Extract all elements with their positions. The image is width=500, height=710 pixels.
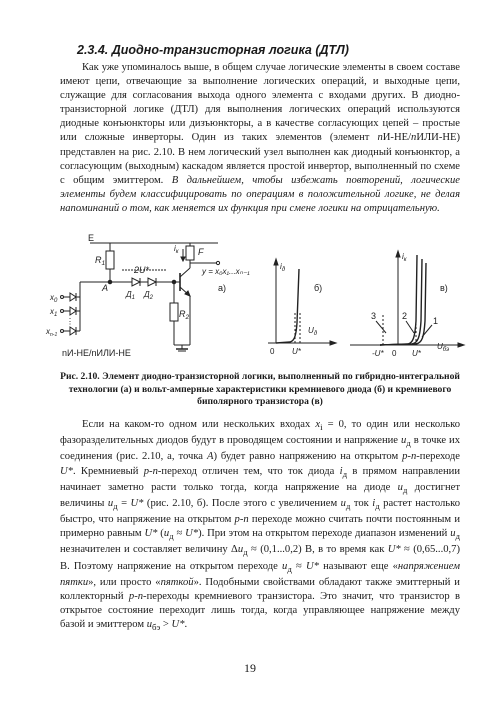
svg-text:б): б) [314,283,323,293]
svg-text:Uд: $U_д$ [308,326,318,337]
svg-text:R2: $R_2$ [179,309,190,321]
diode-iv-chart [268,259,336,356]
figure-caption: Рис. 2.10. Элемент диодно-транзисторной логики, выполненный по гибридно-интегральной технологии (а) и вольт-амперные характеристики кремниевого диода (б) и кремниевого биполярного транзистора (в) [60,371,460,407]
svg-text:R1: $R_1$ [95,255,106,267]
svg-text:A: A [102,283,109,293]
svg-text:2: 2 [402,311,408,321]
svg-text:а): а) [218,283,227,293]
svg-text:Д2: $Д_2$ [144,290,153,301]
paragraph-diode-behavior: Если на каком-то одном или нескольких входах $x_i = 0$, то один или несколько фазоразделительных диодов будут в проводящем состоянии и напряжение $u_д$ в точке их соединения (рис. 2.10, а, точка A) будет равно напряжению на открытом p-n-переходе U*. Кремниевый p-n-переход отличен тем, что ток диода $i_д$ в прямом направлении начинает заметно расти только тогда, когда напряжение на диоде $u_д$ достигнет величины $u_д = U*$ (рис. 2.10, б). После этого с увеличением $u_д$ ток $i_д$ растет настолько быстро, что напряжение на открытом p-n переходе можно считать почти постоянным и примерно равным U* $(u_д \approx U*)$. При этом на открытом переходе диапазон изменений $u_д$ незначителен и составляет величину $\Delta u_д \approx (0,1...0,2)$ В, в то время как U* ≈ (0,65...0,7) В. Поэтому напряжение на открытом переходе $u_д \approx U*$ называют еще «напряжением пятки», или просто «пяткой». Подобными свойствами обладают также эмиттерный и коллекторный p-n-переходы кремниевого транзистора. Это значит, что транзистор в открытое состояние переходит лишь тогда, когда управляющее напряжение между базой и эмиттером $u_{бэ} > U*$. [60,419,461,633]
page-number: 19 [244,661,256,675]
figure-2-10 [40,233,470,365]
svg-text:3: 3 [371,311,377,321]
svg-text:U*: U* [412,349,421,358]
svg-text:в): в) [440,283,448,293]
figure-svg [40,233,470,365]
svg-text:-U*: -U* [372,349,384,358]
svg-text:iд: $i_д$ [280,262,286,273]
svg-text:x1: $x_1$ [50,307,58,318]
svg-text:Uбэ: $U_{бэ}$ [437,342,450,353]
svg-text:0: 0 [392,349,397,358]
label-E: E [88,233,95,243]
svg-text:y = x₀x₁...xₙ₋₁: y = x₀x₁...xₙ₋₁ [202,267,250,276]
svg-text:x0: $x_0$ [50,293,58,304]
svg-text:2U*: 2U* [134,265,150,275]
svg-text:0: 0 [270,347,275,356]
circuit-diagram [45,233,250,358]
paragraph-intro: Как уже упоминалось выше, в общем случае логические элементы в своем составе имеют цепи, отвечающие за выполнение логических операций, и выходные цепи, служащие для согласования выхода одного элемента с входами других. В диодно-транзисторной логике (ДТЛ) для выполнения логических операций используются диодные конъюнкторы или дизъюнкторы, а в качестве согласующих цепей – простые или сложные инверторы. Один из таких элементов (элемент nИ-НЕ/nИЛИ-НЕ) представлен на рис. 2.10. В нем логический узел выполнен как диодный конъюнктор, а согласующим (выходным) каскадом является простой инвертор, выполненный по схеме с общим эмиттером. В дальнейшем, чтобы избежать повторений, логические элементы будем классифицировать по операциям в положительной логике, не делая напоминаний о том, как меняется их функция при смене логики на отрицательную. [60,62,460,214]
svg-text:Д1: $Д_1$ [126,290,135,301]
svg-text:iк: $i_к$ [402,252,407,263]
svg-text:⋮: ⋮ [66,317,74,326]
svg-text:F: F [198,247,204,257]
transistor-iv-chart [350,251,464,358]
svg-text:1: 1 [433,316,439,326]
section-heading: 2.3.4. Диодно-транзисторная логика (ДТЛ) [77,43,349,57]
element-label: nИ-НЕ/nИЛИ-НЕ [62,348,131,358]
svg-text:U*: U* [292,347,301,356]
svg-text:iк: $i_к$ [174,244,179,255]
svg-text:xn-1: $x_{n-1}$ [46,327,58,338]
